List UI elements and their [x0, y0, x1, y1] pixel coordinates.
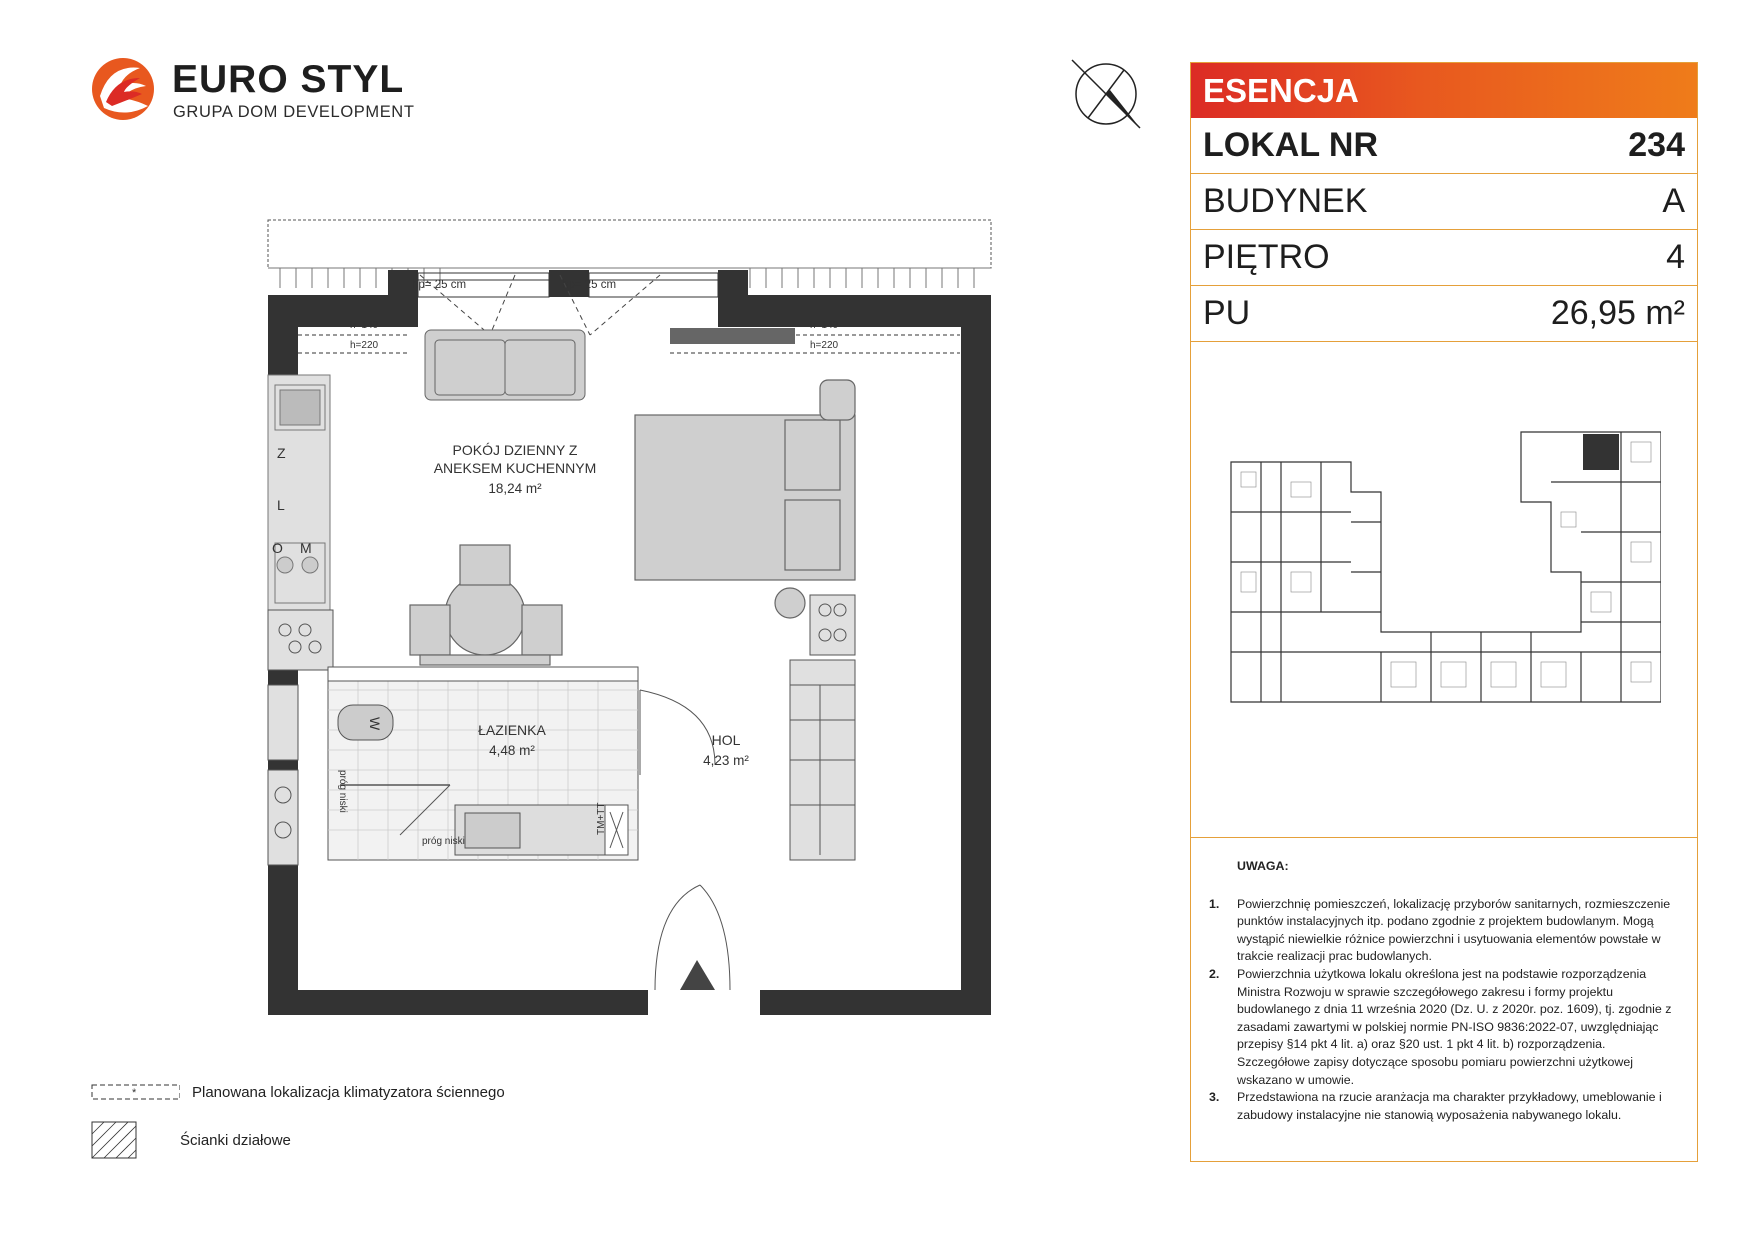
note-number: 3. [1209, 1090, 1220, 1105]
washer-letter-w: W [367, 717, 383, 731]
threshold-label-1: próg niski [337, 770, 348, 813]
project-name: ESENCJA [1191, 63, 1697, 118]
brand-subtitle: GRUPA DOM DEVELOPMENT [173, 103, 415, 121]
building-value: A [1662, 182, 1685, 220]
legend-partition-text: Ścianki działowe [180, 1131, 291, 1149]
unit-label: LOKAL NR [1203, 126, 1379, 164]
om-letter-o: O [272, 540, 283, 556]
floor-plan [260, 215, 1000, 1015]
hp-label-left: hp= 25 cm [412, 279, 467, 291]
note-item [1209, 896, 1679, 966]
note-text: Przedstawiona na rzucie aranżacja ma charakter przykładowy, umeblowanie i zabudowy instalacyjne nie stanowią wyposażenia nabywanego lokalu. [1237, 1090, 1662, 1122]
north-arrow-icon [1066, 54, 1146, 134]
bathroom [328, 667, 638, 860]
keyplan-highlight [1583, 434, 1619, 470]
room-living-area: 18,24 m² [488, 481, 542, 496]
sill-h220-right: h=220 [810, 340, 839, 351]
info-row-area [1191, 286, 1697, 342]
floor-value: 4 [1666, 238, 1685, 276]
note-item [1209, 1089, 1679, 1124]
brand-name: EURO STYL [172, 58, 405, 101]
notes-section [1191, 838, 1697, 1124]
keyplan-section [1191, 342, 1697, 838]
ac-dashed-icon [90, 1082, 180, 1102]
room-bathroom-area: 4,48 m² [489, 743, 535, 758]
sofa [425, 330, 585, 400]
notes-title: UWAGA: [1237, 859, 1289, 873]
plan-balcony [268, 220, 991, 288]
room-hall-name: HOL [711, 732, 741, 748]
legend-item-partition [90, 1120, 291, 1160]
room-bathroom-name: ŁAZIENKA [478, 722, 546, 738]
legend [90, 1082, 590, 1162]
note-item [1209, 966, 1679, 1089]
building-keyplan [1221, 422, 1661, 742]
wardrobe [790, 660, 855, 860]
plan-walls [268, 270, 991, 1015]
lz-letter-l: L [277, 497, 285, 513]
meter-label: TM+TT [596, 802, 607, 835]
om-letter-m: M [300, 540, 312, 556]
brand-logo [90, 56, 415, 126]
sill-h220-left: h=220 [350, 340, 379, 351]
hp-label-right: hp= 25 cm [562, 279, 617, 291]
sill-h140-left: h=140 [350, 320, 379, 331]
kitchen-counter [268, 375, 330, 610]
unit-value: 234 [1628, 126, 1685, 164]
eurostyl-logo-icon [90, 56, 156, 122]
area-label: PU [1203, 294, 1251, 332]
legend-item-ac [90, 1082, 505, 1102]
lz-letter-z: Z [277, 445, 286, 461]
area-value: 26,95 m² [1550, 294, 1685, 332]
info-panel [1190, 62, 1698, 1162]
room-living-name-1: POKÓJ DZIENNY Z [452, 442, 578, 458]
room-living-name-2: ANEKSEM KUCHENNYM [433, 460, 597, 476]
hatched-wall-icon [90, 1120, 180, 1160]
dining-set [410, 545, 562, 665]
floor-label: PIĘTRO [1203, 238, 1330, 276]
svg-text:*: * [132, 1087, 137, 1099]
note-text: Powierzchnię pomieszczeń, lokalizację przyborów sanitarnych, rozmieszczenie punktów instalacyjnych itp. podano zgodnie z projektem budowlanym. Mogą wystąpić niewielkie różnice powierzchni i usytuowania elementów powstałe w trakcie realizacji prac budowlanych. [1237, 896, 1671, 964]
legend-ac-text: Planowana lokalizacja klimatyzatora ściennego [192, 1083, 505, 1101]
info-row-floor [1191, 230, 1697, 286]
room-hall-area: 4,23 m² [703, 753, 749, 768]
threshold-label-2: próg niski [422, 836, 465, 847]
sill-h140-right: h=140 [810, 320, 839, 331]
note-number: 2. [1209, 966, 1220, 981]
info-row-building [1191, 174, 1697, 230]
bed [635, 380, 855, 618]
window-sills [298, 328, 960, 353]
note-number: 1. [1209, 896, 1220, 911]
note-text: Powierzchnia użytkowa lokalu określona jest na podstawie rozporządzenia Ministra Rozwoju w sprawie szczegółowego zakresu i formy projektu budowlanego z dnia 11 września 2020 (Dz. U. z 2020r. poz. 1609), tj. zgodnie z zasadami zawartymi w polskiej normie PN-ISO 9836:2022-07, uwzględniając przepisy §14 pkt 4 lit. a) oraz §20 ust. 1 pkt 4 lit. b) rozporządzenia. Szczegółowe zapisy dotyczące sposobu pomiaru powierzchni użytkowej wskazano w umowie. [1237, 966, 1672, 1087]
building-label: BUDYNEK [1203, 182, 1368, 220]
info-row-unit [1191, 118, 1697, 174]
